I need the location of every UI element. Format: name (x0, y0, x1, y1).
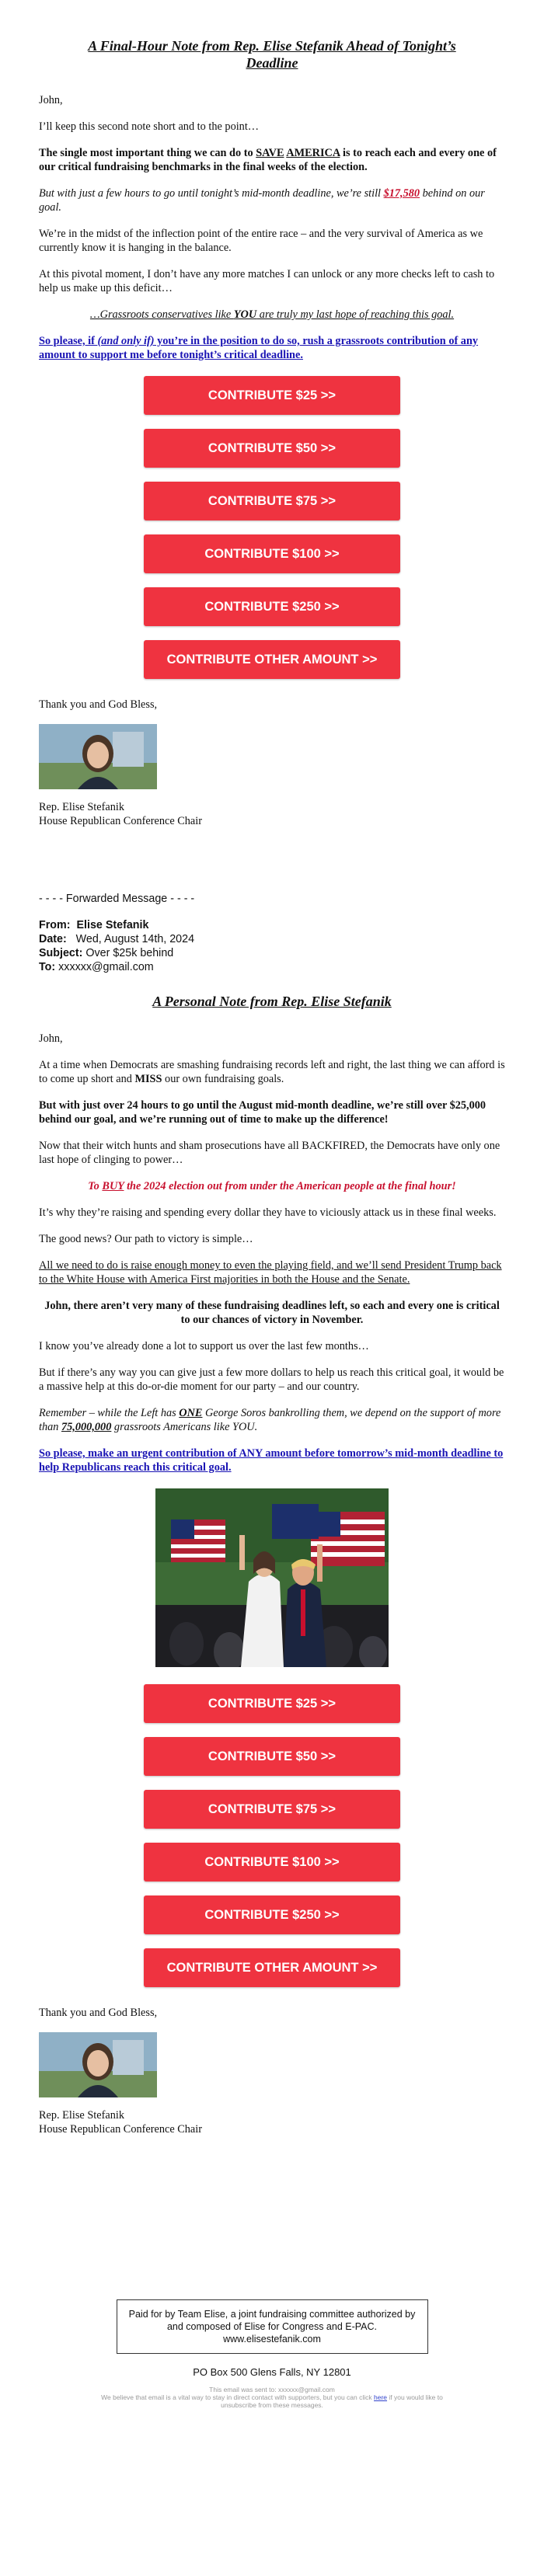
contribute-100-button[interactable]: CONTRIBUTE $100 >> (144, 534, 400, 573)
deficit-amount: $17,580 (383, 187, 420, 200)
paragraph: Remember – while the Left has ONE George Soros bankrolling them, we depend on the support of more than 75,000,000 grassroots Americans like YOU. (39, 1407, 501, 1433)
greeting: John, (39, 1032, 63, 1045)
contribute-250-button[interactable]: CONTRIBUTE $250 >> (144, 587, 400, 626)
contribute-50-button[interactable]: CONTRIBUTE $50 >> (144, 429, 400, 468)
contribute-75-button[interactable]: CONTRIBUTE $75 >> (144, 482, 400, 520)
signature: Rep. Elise Stefanik House Republican Conference Chair (39, 2109, 203, 2136)
paragraph: …Grassroots conservatives like YOU are truly my last hope of reaching this goal. (89, 308, 455, 321)
greeting: John, (39, 94, 63, 106)
rally-photo-image (155, 1488, 389, 1667)
contribute-25-button[interactable]: CONTRIBUTE $25 >> (144, 1684, 400, 1723)
contribute-other-button[interactable]: CONTRIBUTE OTHER AMOUNT >> (144, 640, 400, 679)
paragraph: We’re in the midst of the inflection point of the entire race – and the very survival of America as we currently know it is hanging in the balance. (39, 228, 483, 254)
closing: Thank you and God Bless, (39, 698, 158, 711)
paragraph: It’s why they’re raising and spending every dollar they have to viciously attack us in these final weeks. (39, 1206, 497, 1219)
paragraph: All we need to do is raise enough money to even the playing field, and we’ll send President Trump back to the White House with America First majorities in both the House and the Senate. (39, 1259, 502, 1286)
email-title: A Final-Hour Note from Rep. Elise Stefanik Ahead of Tonight’s Deadline (88, 38, 456, 71)
forwarded-header: - - - - Forwarded Message - - - - From: Elise Stefanik Date: Wed, August 14th, 2024 Subject: Over $25k behind To: xxxxxx@gmail.com (39, 893, 195, 973)
contribute-25-button[interactable]: CONTRIBUTE $25 >> (144, 376, 400, 415)
email-title: A Personal Note from Rep. Elise Stefanik (152, 994, 392, 1009)
donate-link[interactable]: So please, if (and only if) you’re in the position to do so, rush a grassroots contribution of any amount to support me before tonight’s critical deadline. (39, 335, 479, 361)
paragraph: To BUY the 2024 election out from under the American people at the final hour! (88, 1180, 456, 1192)
contribute-100-button[interactable]: CONTRIBUTE $100 >> (144, 1843, 400, 1882)
signature: Rep. Elise Stefanik House Republican Conference Chair (39, 801, 203, 827)
paragraph: The good news? Our path to victory is simple… (39, 1233, 253, 1245)
contribute-75-button[interactable]: CONTRIBUTE $75 >> (144, 1790, 400, 1829)
contribute-buttons (39, 1684, 505, 1987)
paragraph: John, there aren’t very many of these fundraising deadlines left, so each and every one is critical to our chances of victory in November. (44, 1300, 500, 1326)
paragraph: But if there’s any way you can give just a few more dollars to help us reach this critical goal, it would be a massive help at this do-or-die moment for our party – and our country. (39, 1366, 504, 1393)
paragraph: Now that their witch hunts and sham prosecutions have all BACKFIRED, the Democrats have only one last hope of clinging to power… (39, 1140, 500, 1166)
paragraph: But with just a few hours to go until tonight’s mid-month deadline, we’re still $17,580 behind on our goal. (39, 187, 485, 214)
paid-for-disclaimer: Paid for by Team Elise, a joint fundraising committee authorized by and composed of Elise for Congress and E-PAC. www.elisestefanik.com (117, 2299, 428, 2354)
headshot-image (39, 724, 157, 789)
paragraph: I’ll keep this second note short and to the point… (39, 120, 260, 133)
unsubscribe-link[interactable]: here (374, 2393, 388, 2401)
paragraph: I know you’ve already done a lot to support us over the last few months… (39, 1340, 369, 1352)
donate-link[interactable]: So please, make an urgent contribution of ANY amount before tomorrow’s mid-month deadline to help Republicans reach this critical goal. (39, 1447, 504, 1474)
paragraph: At a time when Democrats are smashing fundraising records left and right, the last thing we can afford is to come up short and MISS our own fundraising goals. (39, 1059, 505, 1085)
headshot-image (39, 2032, 157, 2097)
contribute-buttons (39, 376, 505, 679)
paragraph: At this pivotal moment, I don’t have any more matches I can unlock or any more checks left to cash to help us make up this deficit… (39, 268, 495, 294)
paragraph: The single most important thing we can do to SAVE AMERICA is to reach each and every one of our critical fundraising benchmarks in the final weeks of the election. (39, 147, 497, 173)
contribute-other-button[interactable]: CONTRIBUTE OTHER AMOUNT >> (144, 1948, 400, 1987)
contribute-250-button[interactable]: CONTRIBUTE $250 >> (144, 1895, 400, 1934)
closing: Thank you and God Bless, (39, 2007, 158, 2019)
contribute-50-button[interactable]: CONTRIBUTE $50 >> (144, 1737, 400, 1776)
mailing-address: PO Box 500 Glens Falls, NY 12801 (193, 2366, 351, 2378)
fine-print: This email was sent to: xxxxxx@gmail.com We believe that email is a vital way to stay in direct contact with supporters, but you can click here if you would like to unsubscribe from these messages. (101, 2386, 443, 2409)
paragraph: But with just over 24 hours to go until the August mid-month deadline, we’re still over $25,000 behind our goal, and we’re running out of time to make up the difference! (39, 1099, 486, 1126)
email-body (39, 0, 505, 2409)
